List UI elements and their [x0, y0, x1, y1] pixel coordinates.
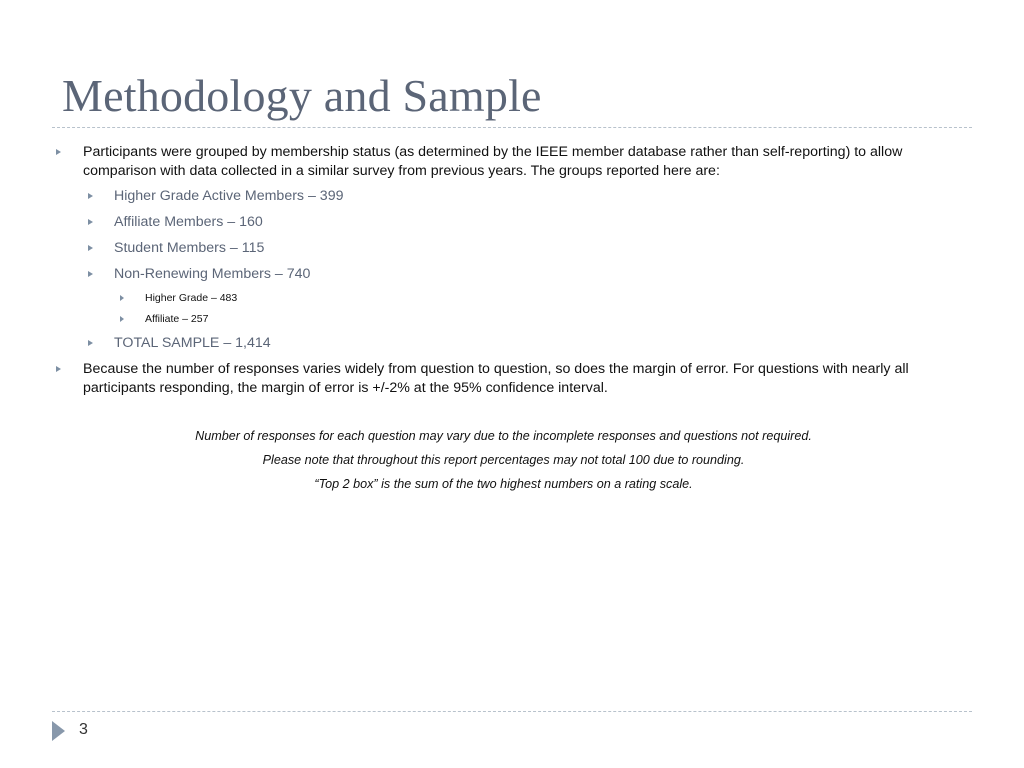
bullet-arrow-icon [88, 245, 93, 251]
group-label: Higher Grade Active Members – 399 [114, 188, 344, 204]
total-sample-label: TOTAL SAMPLE – 1,414 [114, 335, 271, 351]
bullet-arrow-icon [88, 340, 93, 346]
footnotes [0, 428, 1007, 500]
bullet-text: Because the number of responses varies widely from question to question, so does the margin of error. For questions with nearly all participants responding, the margin of error is +/-2% at the 95% confidence interval. [83, 361, 909, 396]
footnote: Please note that throughout this report percentages may not total 100 due to rounding. [262, 453, 745, 467]
slide-title: Methodology and Sample [62, 70, 542, 121]
group-label: Non-Renewing Members – 740 [114, 266, 311, 282]
page-number: 3 [79, 721, 88, 738]
footer-arrow-icon [52, 721, 65, 741]
bullet-arrow-icon [88, 271, 93, 277]
subgroup-label: Higher Grade – 483 [145, 292, 238, 304]
bullet-text: Participants were grouped by membership status (as determined by the IEEE member database rather than self-reporting) to allow comparison with data collected in a similar survey from previous years. The groups reported here are: [83, 144, 903, 179]
bullet-arrow-icon [120, 295, 124, 301]
footnote: “Top 2 box” is the sum of the two highest numbers on a rating scale. [314, 477, 693, 491]
subgroup-item [52, 312, 952, 326]
bullet-arrow-icon [56, 149, 61, 155]
bullet-arrow-icon [56, 366, 61, 372]
slide-content [52, 143, 952, 398]
bullet-margin-of-error [52, 360, 952, 398]
group-item [52, 187, 952, 206]
bullet-arrow-icon [120, 316, 124, 322]
group-label: Affiliate Members – 160 [114, 214, 263, 230]
footer-divider [52, 711, 972, 712]
group-item [52, 213, 952, 232]
total-sample-item [52, 334, 952, 353]
title-divider [52, 127, 972, 128]
subgroup-item [52, 291, 952, 305]
subgroup-label: Affiliate – 257 [145, 313, 209, 325]
bullet-arrow-icon [88, 193, 93, 199]
group-item [52, 239, 952, 258]
group-label: Student Members – 115 [114, 240, 265, 256]
group-item [52, 265, 952, 284]
bullet-participants [52, 143, 952, 181]
bullet-arrow-icon [88, 219, 93, 225]
footnote: Number of responses for each question may vary due to the incomplete responses and questions not required. [195, 429, 812, 443]
